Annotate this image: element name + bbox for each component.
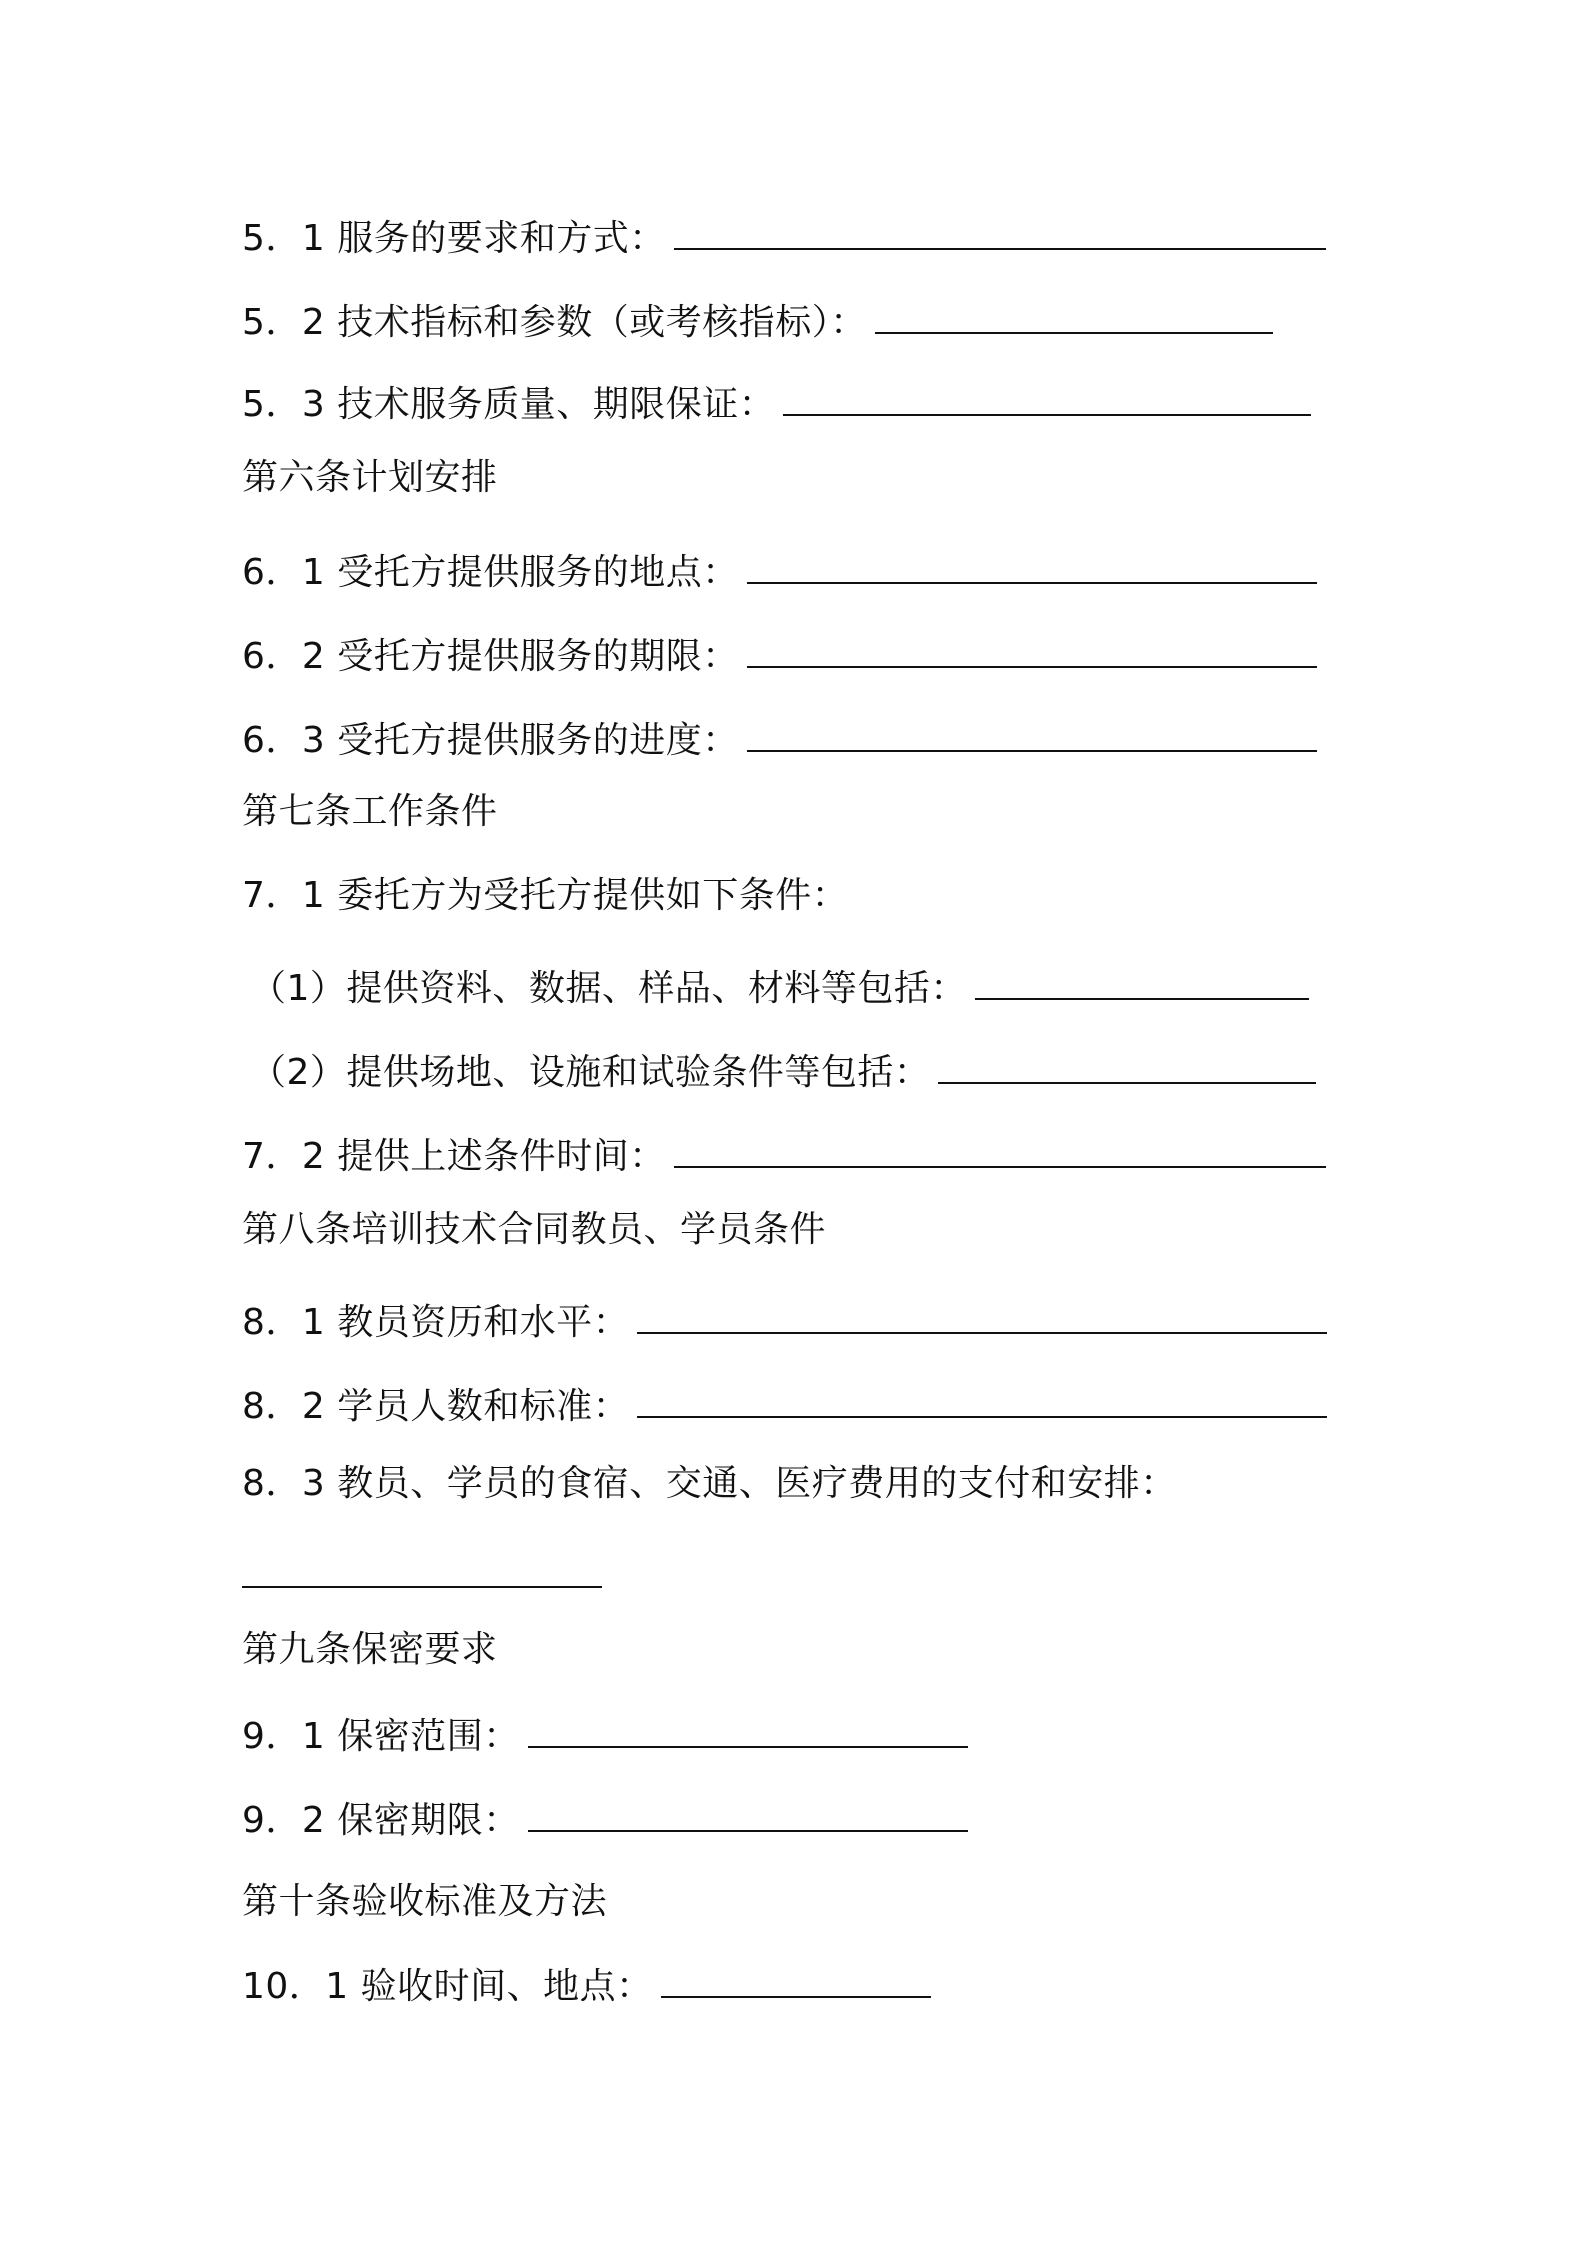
article-9-heading <box>242 1626 498 1674</box>
clause-label: 8．3 教员、学员的食宿、交通、医疗费用的支付和安排： <box>242 1463 1177 1504</box>
clause-7-1-item-1 <box>250 962 1309 1013</box>
fill-in-blank[interactable] <box>875 296 1273 334</box>
clause-label: 8．2 学员人数和标准： <box>242 1386 630 1427</box>
clause-label: 9．1 保密范围： <box>242 1716 520 1757</box>
clause-9-2 <box>242 1794 968 1845</box>
clause-label: 5．1 服务的要求和方式： <box>242 218 666 259</box>
article-heading: 第十条验收标准及方法 <box>242 1881 608 1922</box>
clause-5-2 <box>242 296 1273 347</box>
clause-label: 7．2 提供上述条件时间： <box>242 1136 666 1177</box>
clause-9-1 <box>242 1710 968 1761</box>
clause-label: 8．1 教员资历和水平： <box>242 1302 630 1343</box>
clause-label: 6．1 受托方提供服务的地点： <box>242 552 739 593</box>
article-heading: 第六条计划安排 <box>242 457 498 498</box>
fill-in-blank[interactable] <box>661 1960 931 1998</box>
fill-in-blank[interactable] <box>674 1130 1326 1168</box>
clause-label: （2）提供场地、设施和试验条件等包括： <box>250 1052 931 1093</box>
article-heading: 第七条工作条件 <box>242 791 498 832</box>
clause-5-3 <box>242 378 1311 429</box>
clause-7-2 <box>242 1130 1326 1181</box>
fill-in-blank[interactable] <box>975 962 1309 1000</box>
clause-8-1 <box>242 1296 1327 1347</box>
clause-label: 6．2 受托方提供服务的期限： <box>242 636 739 677</box>
article-8-heading <box>242 1206 826 1254</box>
clause-label: 6．3 受托方提供服务的进度： <box>242 720 739 761</box>
fill-in-blank[interactable] <box>637 1296 1327 1334</box>
article-7-heading <box>242 788 498 836</box>
clause-label: 9．2 保密期限： <box>242 1800 520 1841</box>
clause-label: 10．1 验收时间、地点： <box>242 1966 653 2007</box>
fill-in-blank[interactable] <box>674 212 1326 250</box>
clause-label: 5．2 技术指标和参数（或考核指标）： <box>242 302 867 343</box>
clause-8-3-answer <box>242 1550 602 1601</box>
fill-in-blank[interactable] <box>938 1046 1316 1084</box>
clause-6-2 <box>242 630 1317 681</box>
fill-in-blank[interactable] <box>747 714 1317 752</box>
fill-in-blank[interactable] <box>747 630 1317 668</box>
clause-6-3 <box>242 714 1317 765</box>
clause-8-3 <box>242 1460 1177 1508</box>
clause-5-1 <box>242 212 1326 263</box>
fill-in-blank[interactable] <box>528 1794 968 1832</box>
clause-10-1 <box>242 1960 931 2011</box>
clause-label: （1）提供资料、数据、样品、材料等包括： <box>250 968 967 1009</box>
article-heading: 第八条培训技术合同教员、学员条件 <box>242 1209 827 1250</box>
fill-in-blank[interactable] <box>637 1380 1327 1418</box>
clause-7-1 <box>242 872 848 920</box>
fill-in-blank[interactable] <box>528 1710 968 1748</box>
article-10-heading <box>242 1878 607 1926</box>
clause-7-1-item-2 <box>250 1046 1316 1097</box>
clause-label: 5．3 技术服务质量、期限保证： <box>242 384 776 425</box>
clause-8-2 <box>242 1380 1327 1431</box>
article-heading: 第九条保密要求 <box>242 1629 498 1670</box>
fill-in-blank[interactable] <box>783 378 1311 416</box>
fill-in-blank[interactable] <box>242 1550 602 1588</box>
clause-6-1 <box>242 546 1317 597</box>
article-6-heading <box>242 454 498 502</box>
clause-label: 7．1 委托方为受托方提供如下条件： <box>242 875 849 916</box>
fill-in-blank[interactable] <box>747 546 1317 584</box>
